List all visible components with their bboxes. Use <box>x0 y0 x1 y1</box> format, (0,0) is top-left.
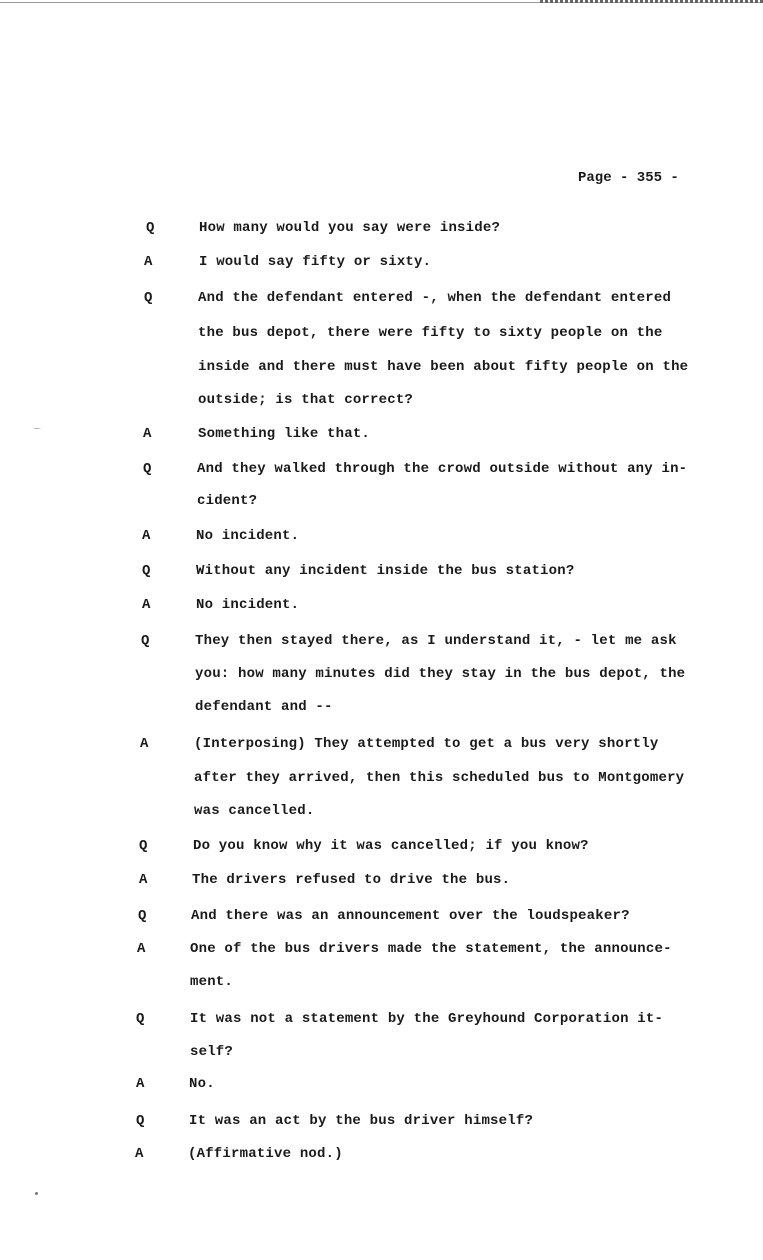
question-marker: Q <box>144 290 153 306</box>
transcript-line: cident? <box>197 493 258 509</box>
transcript-line: defendant and -- <box>195 699 333 715</box>
transcript-line: It was not a statement by the Greyhound Corporation it- <box>190 1011 664 1027</box>
transcript-line: (Affirmative nod.) <box>188 1146 343 1162</box>
transcript-line: Something like that. <box>198 426 371 442</box>
question-marker: Q <box>146 220 155 236</box>
scan-speck <box>35 1192 38 1195</box>
transcript-line: And the defendant entered -, when the defendant entered <box>198 290 672 306</box>
transcript-line: after they arrived, then this scheduled bus to Montgomery <box>194 770 685 786</box>
transcript-line: Without any incident inside the bus station? <box>196 563 575 579</box>
page-number: Page - 355 - <box>578 170 679 186</box>
transcript-line: (Interposing) They attempted to get a bus very shortly <box>194 736 659 752</box>
transcript-line: One of the bus drivers made the statement, the announce- <box>190 941 672 957</box>
transcript-line: I would say fifty or sixty. <box>199 254 432 270</box>
question-marker: Q <box>136 1113 145 1129</box>
transcript-line: The drivers refused to drive the bus. <box>192 872 511 888</box>
question-marker: Q <box>141 633 150 649</box>
transcript-line: It was an act by the bus driver himself? <box>189 1113 534 1129</box>
answer-marker: A <box>140 736 149 752</box>
transcript-line: self? <box>190 1044 234 1060</box>
answer-marker: A <box>144 254 153 270</box>
answer-marker: A <box>142 528 151 544</box>
transcript-line: Do you know why it was cancelled; if you know? <box>193 838 589 854</box>
answer-marker: A <box>142 597 151 613</box>
transcript-line: And there was an announcement over the loudspeaker? <box>191 908 630 924</box>
answer-marker: A <box>136 1076 145 1092</box>
transcript-line: No. <box>189 1076 215 1092</box>
question-marker: Q <box>138 908 147 924</box>
scan-top-edge-mark <box>540 0 763 3</box>
answer-marker: A <box>135 1146 144 1162</box>
transcript-line: They then stayed there, as I understand it, - let me ask <box>195 633 677 649</box>
answer-marker: A <box>143 426 152 442</box>
scan-speck <box>33 428 41 429</box>
question-marker: Q <box>142 563 151 579</box>
transcript-line: the bus depot, there were fifty to sixty people on the <box>198 325 663 341</box>
transcript-line: ment. <box>190 974 234 990</box>
question-marker: Q <box>139 838 148 854</box>
transcript-line: was cancelled. <box>194 803 315 819</box>
question-marker: Q <box>136 1011 145 1027</box>
transcript-line: you: how many minutes did they stay in the bus depot, the <box>195 666 686 682</box>
transcript-line: No incident. <box>196 597 300 613</box>
transcript-line: inside and there must have been about fifty people on the <box>198 359 689 375</box>
question-marker: Q <box>143 461 152 477</box>
answer-marker: A <box>137 941 146 957</box>
answer-marker: A <box>139 872 148 888</box>
transcript-line: outside; is that correct? <box>198 392 414 408</box>
transcript-line: How many would you say were inside? <box>199 220 501 236</box>
transcript-line: And they walked through the crowd outside without any in- <box>197 461 688 477</box>
transcript-line: No incident. <box>196 528 300 544</box>
